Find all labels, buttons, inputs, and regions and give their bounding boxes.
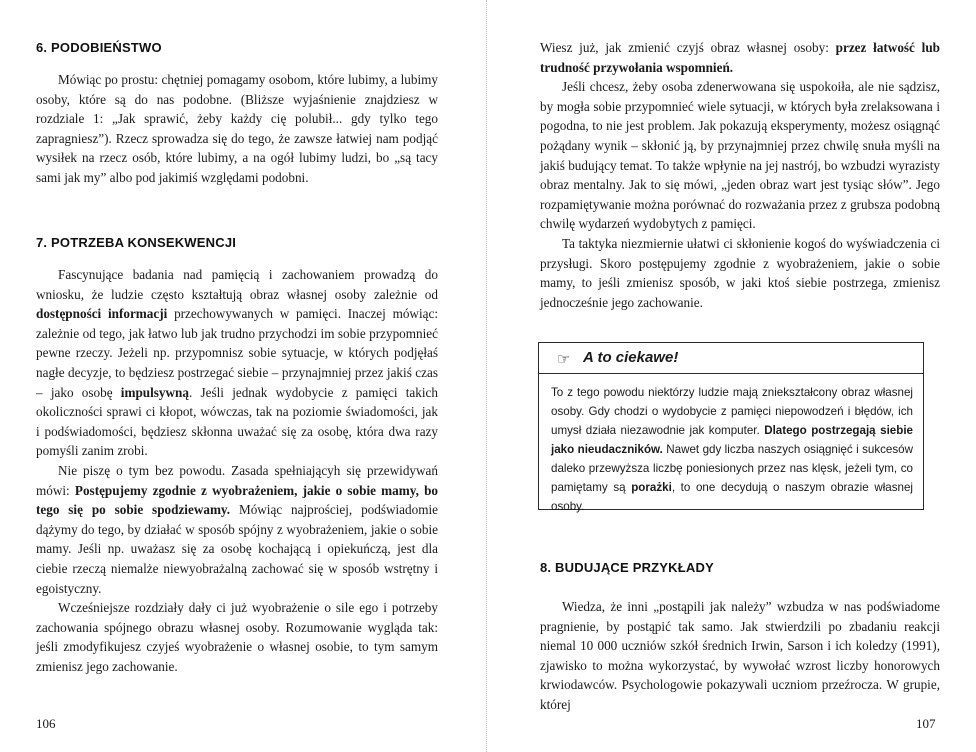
bold-dostepnosc-informacji: dostępności informacji [36,306,168,322]
bold-latwosc-trudnosc: przez łatwość lub trudność przywołania wspomnień. [540,40,941,75]
paragraph-podobienstwo: Mówiąc po prostu: chętniej pomagamy osobom, które lubimy, a lubimy osoby, które są do nas podobne. (Bliższe wyjaśnienie znajdziesz w rozdziale 1: „Jak sprawić, żeby każdy cię polubił... gdy tylko tego zapragniesz”). Rzecz sprowadza się do tego, że zawsze łatwiej nam podjąć wysiłek na rzecz osób, które lubimy, a na ogół lubimy ludzi, bo „są tacy sami jak my” albo pod jakimiś względami podobni. [36,72,438,185]
page-number-left: 106 [36,716,56,731]
section-heading-podobienstwo: 6. PODOBIEŃSTWO [36,40,162,55]
interesting-fact-box [538,342,924,513]
paragraph-jesli-chcesz: Jeśli chcesz, żeby osoba zdenerwowana się uspokoiła, ale nie sądzisz, by mogła sobie przypomnieć wiele sytuacji, w których była zrelaksowana i pogodna, to nie jest problem. Jak pokazują eksperymenty, możesz osiągnąć pożądany wynik – skłonić ją, by przynajmniej przez chwilę snuła myśli na jakiś budujący temat. To także wpłynie na jej nastrój, bo wzbudzi wyrazisty obraz mentalny. Jak to się mówi, „jeden obraz wart jest tysiąc słów”. Jego rozpamiętywanie można porównać do rozważania przez z grubsza podobną chwilę wydarzeń wydobytych z pamięci. [540,79,940,232]
callout-header [539,343,923,374]
bold-porazki: porażki [631,481,672,494]
page-number-right: 107 [916,716,936,731]
pointing-hand-icon: ☞ [557,350,571,368]
bold-nieudacznicy: Dlatego postrzegają siebie jako nieudaczników. [551,424,913,456]
paragraph-wiesz-juz: Wiesz już, jak zmienić czyjś obraz własnej osoby: przez łatwość lub trudność przywołania wspomnień. [540,40,941,75]
right-top-text [540,38,940,312]
paragraph-konsekwencji-1: Fascynujące badania nad pamięcią i zachowaniem prowadzą do wniosku, że ludzie często kształtują obraz własnej osoby zależnie od dostępności informacji przechowywanych w pamięci. Inaczej mówiąc: zależnie od tego, jak łatwo lub jak trudno przychodzi im sobie przypomnieć pewne rzeczy. Jeżeli np. przypomnisz sobie sytuacje, w których podjęłaś nagłe decyzje, to będziesz postrzegać siebie – przynajmniej przez jakiś czas – jako osobę impulsywną. Jeśli jednak wydobycie z pamięci takich okoliczności sprawi ci kłopot, wówczas, tak na poziomie świadomości, jak i podświadomości, będziesz skłonna uważać się za osobę, która dwa razy pomyśli zanim zrobi. [36,267,438,459]
paragraph-ta-taktyka: Ta taktyka niezmiernie ułatwi ci skłonienie kogoś do wyświadczenia ci przysługi. Skoro postępujemy zgodnie z wyobrażeniem, jakie o sobie mamy, to jeśli zmienisz sposób, w jaki ktoś siebie postrzega, zmienisz jednocześnie jego zachowanie. [540,235,940,310]
section-body-konsekwencji [36,265,438,676]
callout-body: To z tego powodu niektórzy ludzie mają zniekształcony obraz własnej osoby. Gdy chodzi o wydobycie z pamięci niepowodzeń i błędów, ich umysł działa niezawodnie jak komputer. Dlatego postrzegają siebie jako nieudaczników. Nawet gdy liczba naszych osiągnięć i sukcesów daleko przewyższa liczbę poniesionych przez nas klęsk, jeżeli tym, co pamiętamy są porażki, to one decydują o naszym obrazie własnej osoby. [551,386,913,513]
right-page [488,0,976,752]
section-heading-potrzeba-konsekwencji: 7. POTRZEBA KONSEKWENCJI [36,235,237,250]
bold-zasada: Postępujemy zgodnie z wyobrażeniem, jakie o sobie mamy, bo tego się po sobie spodziewamy. [36,482,439,518]
paragraph-konsekwencji-2: Nie piszę o tym bez powodu. Zasada spełniającyh się przewidywań mówi: Postępujemy zgodnie z wyobrażeniem, jakie o sobie mamy, bo tego się po sobie spodziewamy. Mówiąc najprościej, podświadomie dążymy do tego, by działać w sposób spójny z wyobrażeniem, jakie o sobie mamy. Jeśli np. uważasz się za osobę kochającą i opiekuńczą, jest dla ciebie rzeczą niemalże niewyobrażalną zachować się w sposób wstrętny i egoistyczny. [36,462,439,596]
paragraph-konsekwencji-3: Wcześniejsze rozdziały dały ci już wyobrażenie o sile ego i potrzeby zachowania spójnego obrazu własnej osoby. Rozumowanie wygląda tak: jeśli zmodyfikujesz czyjeś wyobrażenie o własnej osobie, to tym samym zmienisz jego zachowanie. [36,600,438,674]
section-heading-budujace-przyklady: 8. BUDUJĄCE PRZYKŁADY [540,560,714,575]
callout-title: A to ciekawe! [583,349,679,366]
bold-impulsywna: impulsywną [120,384,189,400]
paragraph-budujace-przyklady: Wiedza, że inni „postąpili jak należy” wzbudza w nas podświadome pragnienie, by postąpić tak samo. Jak stwierdzili po zbadaniu reakcji niemal 10 000 uczniów szkół średnich Irwin, Sarson i ich koledzy (1991), zjawisko to można wykorzystać, by wywołać wzrost liczby honorowych krwiodawców. Psychologowie pokazywali uczniom przeźrocza. W grupie, której [540,599,940,712]
